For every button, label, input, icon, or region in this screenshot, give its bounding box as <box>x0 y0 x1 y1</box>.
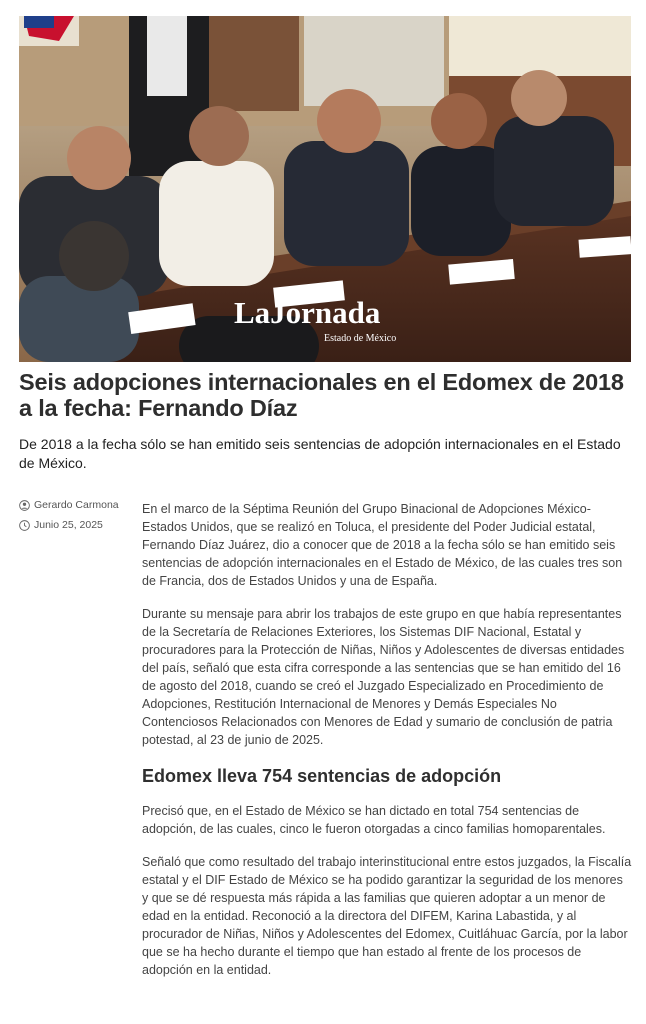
svg-text:LaJornada: LaJornada <box>234 295 381 330</box>
hero-photo-illustration <box>19 16 631 362</box>
svg-text:Estado de México: Estado de México <box>324 333 397 344</box>
article-paragraph: Precisó que, en el Estado de México se han dictado en total 754 sentencias de adopción, de las cuales, cinco le fueron otorgadas a cinco familias homoparentales. <box>142 804 606 836</box>
publish-date <box>19 518 135 532</box>
author-name: Gerardo Carmona <box>34 499 119 511</box>
article-body <box>142 500 632 994</box>
author-link[interactable] <box>19 498 135 512</box>
user-circle-icon <box>19 500 30 511</box>
date-text: Junio 25, 2025 <box>34 519 103 531</box>
article-paragraph: Señaló que como resultado del trabajo interinstitucional entre estos juzgados, la Fiscalía estatal y el DIF Estado de México se ha podido garantizar la seguridad de los menores y que se dé respuesta más rápida a las familias que quieren adoptar a un menor de edad en la entidad. Reconoció a la directora del DIFEM, Karina Labastida, y al procurador de Niñas, Niños y Adolescentes del Edomex, Cuitláhuac García, por la labor que se ha hecho durante el tiempo que han estado al frente de los procesos de adopción en la entidad. <box>142 855 632 977</box>
article-summary: De 2018 a la fecha sólo se han emitido seis sentencias de adopción internacionales en el Estado de México. <box>19 436 621 471</box>
clock-icon <box>19 520 30 531</box>
article-meta <box>19 498 135 538</box>
article-paragraph: Durante su mensaje para abrir los trabajos de este grupo en que había representantes de la Secretaría de Relaciones Exteriores, los Sistemas DIF Nacional, Estatal y procuradores para la Protección de Niñas, Niños y Adolescentes de diversas entidades del país, señaló que esta cifra corresponde a las sentencias que se han emitido del 16 de agosto del 2018, cuando se creó el Juzgado Especializado en Procedimiento de Adopciones, Restitución Internacional de Menores y Demás Especiales No Contenciosos Relacionados con Menores de Edad y sumario de conclusión de patria potestad, al 23 de junio de 2025. <box>142 607 625 747</box>
article-headline: Seis adopciones internacionales en el Edomex de 2018 a la fecha: Fernando Díaz <box>19 369 624 421</box>
hero-photo <box>19 16 631 362</box>
article-subheading: Edomex lleva 754 sentencias de adopción <box>142 766 502 786</box>
article-paragraph: En el marco de la Séptima Reunión del Grupo Binacional de Adopciones México-Estados Unidos, que se realizó en Toluca, el presidente del Poder Judicial estatal, Fernando Díaz Juárez, dio a conocer que de 2018 a la fecha sólo se han emitido seis sentencias de adopción internacionales en el Estado de México, de las cuales tres son de Francia, dos de Estados Unidos y una de España. <box>142 502 623 588</box>
